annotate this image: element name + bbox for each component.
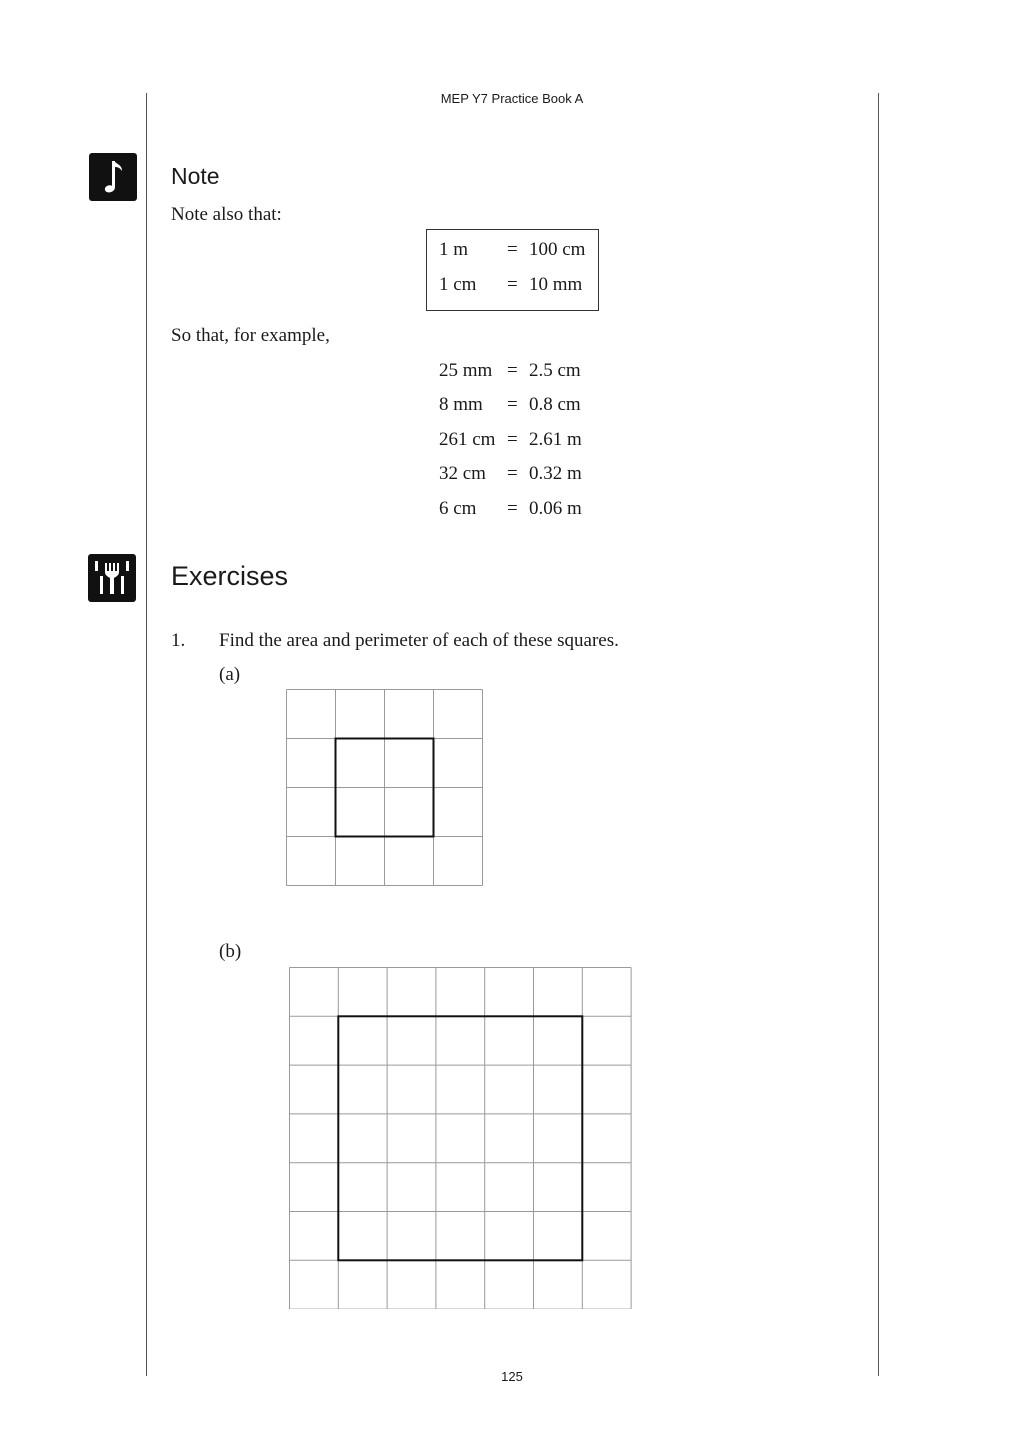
example-left: 8 mm	[439, 394, 483, 415]
note-heading: Note	[171, 163, 220, 189]
question-text: Find the area and perimeter of each of these squares.	[219, 630, 619, 651]
note-icon	[89, 153, 137, 201]
example-left: 261 cm	[439, 429, 496, 450]
equivalence-equals: =	[507, 274, 518, 295]
equivalence-right: 10 mm	[529, 274, 583, 295]
example-left: 6 cm	[439, 498, 477, 519]
page-number: 125	[501, 1369, 523, 1384]
example-right: 0.06 m	[529, 498, 582, 519]
exercises-icon	[88, 554, 136, 602]
example-left: 25 mm	[439, 360, 493, 381]
example-left: 32 cm	[439, 463, 486, 484]
part-label-b: (b)	[219, 941, 242, 962]
grid-a	[286, 689, 483, 886]
example-equals: =	[507, 394, 518, 415]
example-right: 2.61 m	[529, 429, 582, 450]
right-margin-line	[878, 93, 879, 1376]
equivalence-right: 100 cm	[529, 239, 586, 260]
exercises-heading: Exercises	[171, 561, 289, 591]
running-header: MEP Y7 Practice Book A	[440, 91, 584, 106]
left-margin-line	[146, 93, 147, 1376]
example-equals: =	[507, 498, 518, 519]
example-equals: =	[507, 360, 518, 381]
equivalence-left: 1 m	[439, 239, 469, 260]
example-equals: =	[507, 463, 518, 484]
equivalence-left: 1 cm	[439, 274, 477, 295]
equivalence-equals: =	[507, 239, 518, 260]
example-intro: So that, for example,	[171, 325, 330, 346]
example-equals: =	[507, 429, 518, 450]
square-outline	[338, 1016, 582, 1260]
grid-b	[289, 967, 633, 1309]
example-right: 2.5 cm	[529, 360, 581, 381]
question-number: 1.	[171, 630, 186, 651]
note-intro: Note also that:	[171, 204, 282, 225]
example-right: 0.8 cm	[529, 394, 581, 415]
part-label-a: (a)	[219, 664, 241, 685]
example-right: 0.32 m	[529, 463, 582, 484]
